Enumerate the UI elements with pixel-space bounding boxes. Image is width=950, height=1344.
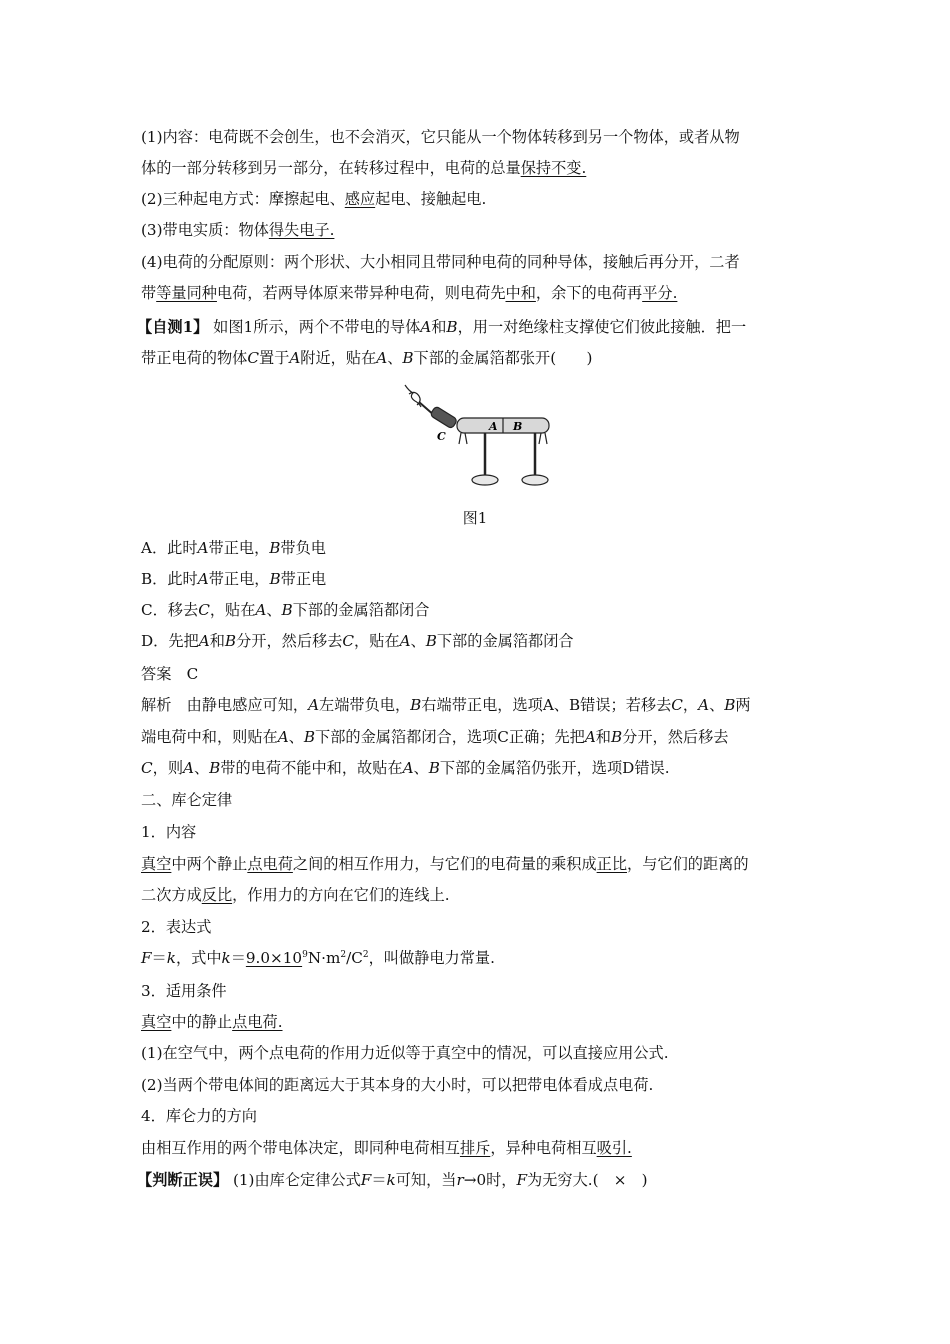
option-a: A．此时A带正电，B带负电 (141, 539, 326, 557)
coulomb-formula: F＝k，式中$k=9.0\times 10^9N\cdot m^2/C^2$，叫做静电力常量. (141, 949, 495, 967)
heading-expression: 2．表达式 (141, 918, 212, 936)
judge-true-false: 【判断正误】 (1)由库仑定律公式F＝k可知，当r→0时，F为无穷大.( × ) (137, 1171, 648, 1189)
conditions-line: 真空中的静止点电荷. (141, 1013, 283, 1031)
label-b: B (513, 420, 523, 433)
label-c: C (437, 430, 446, 443)
conservation-content-line2: 体的一部分转移到另一部分，在转移过程中，电荷的总量保持不变. (141, 159, 587, 177)
charging-essence: (3)带电实质：物体得失电子. (141, 221, 335, 239)
answer-blank: 得失电子. (268, 221, 335, 239)
distribution-principle-line1: (4)电荷的分配原则：两个形状、大小相同且带同种电荷的同种导体，接触后再分开，二者 (141, 253, 740, 271)
coulomb-content-line2: 二次方成反比，作用力的方向在它们的连线上. (141, 886, 450, 904)
figure-caption: 图1 (462, 509, 488, 527)
explanation-line2: 端电荷中和，则贴在A、B下部的金属箔都闭合，选项C正确；先把A和B分开，然后移去 (141, 728, 729, 746)
electrification-methods: (2)三种起电方式：摩擦起电、感应起电、接触起电. (141, 190, 487, 208)
heading-direction: 4．库仑力的方向 (141, 1107, 257, 1125)
self-test-question-line1: 【自测1】 如图1所示，两个不带电的导体A和B，用一对绝缘柱支撑使它们彼此接触．把一 (137, 318, 747, 336)
option-b: B．此时A带正电，B带正电 (141, 570, 327, 588)
conductor-figure (395, 380, 555, 495)
explanation-line1: 解析 由静电感应可知，A左端带负电，B右端带正电，选项A、B错误；若移去C，A、B两 (141, 696, 751, 714)
direction-line: 由相互作用的两个带电体决定，即同种电荷相互排斥，异种电荷相互吸引. (141, 1139, 632, 1157)
condition-air: (1)在空气中，两个点电荷的作用力近似等于真空中的情况，可以直接应用公式. (141, 1044, 669, 1062)
conservation-content-line1: (1)内容：电荷既不会创生，也不会消灭，它只能从一个物体转移到另一个物体，或者从物 (141, 128, 740, 146)
section-title-coulomb: 二、库仑定律 (141, 791, 233, 809)
condition-distance: (2)当两个带电体间的距离远大于其本身的大小时，可以把带电体看成点电荷. (141, 1076, 654, 1094)
coulomb-content-line1: 真空中两个静止点电荷之间的相互作用力，与它们的电荷量的乘积成正比，与它们的距离的 (141, 855, 749, 873)
charged-rod-c (430, 406, 458, 429)
explanation-line3: C，则A、B带的电荷不能中和，故贴在A、B下部的金属箔仍张开，选项D错误. (141, 759, 670, 777)
distribution-principle-line2: 带等量同种电荷，若两导体原来带异种电荷，则电荷先中和，余下的电荷再平分. (141, 284, 678, 302)
option-d: D．先把A和B分开，然后移去C，贴在A、B下部的金属箔都闭合 (141, 632, 574, 650)
label-a: A (489, 420, 498, 433)
option-c: C．移去C，贴在A、B下部的金属箔都闭合 (141, 601, 430, 619)
answer: 答案 C (141, 665, 199, 683)
heading-content: 1．内容 (141, 823, 197, 841)
answer-blank: 保持不变. (520, 159, 587, 177)
heading-conditions: 3．适用条件 (141, 982, 227, 1000)
stand-base-left (472, 475, 498, 485)
answer-blank: 感应 (344, 190, 376, 208)
stand-base-right (522, 475, 548, 485)
self-test-question-line2: 带正电荷的物体C置于A附近，贴在A、B下部的金属箔都张开( ) (141, 349, 593, 367)
